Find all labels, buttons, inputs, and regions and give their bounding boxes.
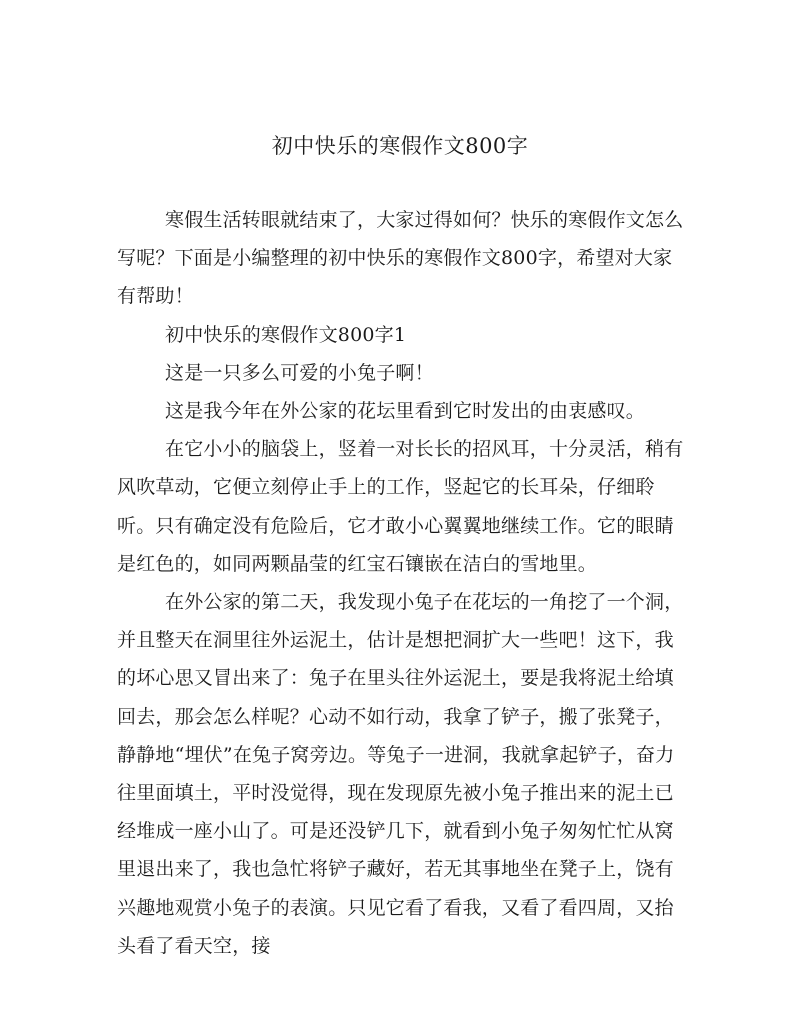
section-heading: 初中快乐的寒假作文800字1 [165,323,407,346]
body-paragraph: 在外公家的第二天，我发现小兔子在花坛的一角挖了一个洞，并且整天在洞里往外运泥土，估计是想把洞扩大一些吧！这下，我的坏心思又冒出来了：兔子在里头往外运泥土，要是我将泥土给填回去，那会怎么样呢？心动不如行动，我拿了铲子，搬了张凳子，静静地“埋伏”在兔子窝旁边。等兔子一进洞，我就拿起铲子，奋力往里面填土，平时没觉得，现在发现原先被小兔子推出来的泥土已经堆成一座小山了。可是还没铲几下，就看到小兔子匆匆忙忙从窝里退出来了，我也急忙将铲子藏好，若无其事地坐在凳子上，饶有兴趣地观赏小兔子的表演。只见它看了看我，又看了看四周，又抬头看了看天空，接 [117,591,684,957]
body-paragraph: 这是一只多么可爱的小兔子啊！ [165,361,434,384]
document-title: 初中快乐的寒假作文800字 [271,134,529,158]
body-paragraph: 在它小小的脑袋上，竖着一对长长的招风耳，十分灵活，稍有风吹草动，它便立刻停止手上的工作，竖起它的长耳朵，仔细聆听。只有确定没有危险后，它才敢小心翼翼地继续工作。它的眼睛是红色的，如同两颗晶莹的红宝石镶嵌在洁白的雪地里。 [117,438,684,575]
document-body [117,201,691,965]
body-paragraph: 这是我今年在外公家的花坛里看到它时发出的由衷感叹。 [165,400,646,423]
intro-paragraph: 寒假生活转眼就结束了，大家过得如何？快乐的寒假作文怎么写呢？下面是小编整理的初中快乐的寒假作文800字，希望对大家有帮助！ [117,209,684,308]
